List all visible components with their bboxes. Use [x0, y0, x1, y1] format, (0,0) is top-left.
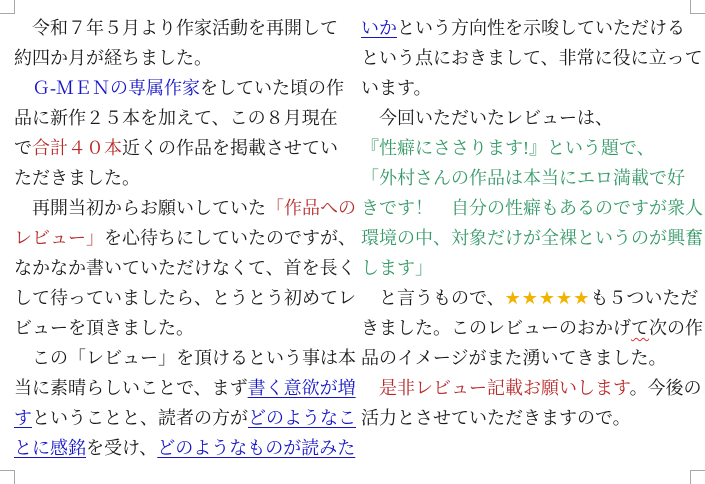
text-boundary-mark-top-right — [690, 0, 705, 14]
text-segment: をしていた頃の作 — [200, 78, 344, 98]
text-line[interactable] — [14, 373, 356, 403]
text-line[interactable] — [361, 43, 703, 73]
text-line[interactable] — [361, 283, 699, 313]
text-line[interactable] — [361, 223, 703, 253]
text-segment: 次の作 — [649, 318, 703, 338]
text-line[interactable] — [361, 163, 692, 193]
spellcheck-flagged-text: て — [631, 318, 649, 338]
text-line[interactable] — [361, 73, 692, 103]
text-segment: Ｇ-ＭＥＮの専属作家 — [32, 78, 200, 98]
text-line[interactable] — [14, 223, 356, 253]
underlined-phrase: どのようなものが読みた — [157, 438, 356, 458]
text-segment: 。今後の — [629, 378, 702, 398]
underlined-phrase: いか — [361, 18, 397, 38]
text-segment: という点におきまして、非常に役に立って — [361, 48, 703, 68]
text-line[interactable] — [14, 133, 345, 163]
underlined-phrase: す — [14, 408, 32, 428]
text-segment: 「作品への — [266, 198, 356, 218]
text-boundary-mark-bottom-right — [690, 470, 705, 484]
text-line[interactable] — [361, 133, 692, 163]
text-segment: 合計４０本 — [32, 138, 122, 158]
text-segment: レビュー」 — [14, 228, 104, 248]
text-line[interactable] — [14, 343, 356, 373]
text-segment: ということと、読者の方が — [32, 408, 248, 428]
text-segment: と言うもので、 — [361, 288, 505, 308]
text-segment: この「レビュー」を頂けるという事は本 — [14, 348, 356, 368]
text-segment: 当に素晴らしいことで、まず — [14, 378, 248, 398]
text-segment: 品のイメージがまた湧いてきました。 — [361, 348, 667, 368]
text-line[interactable] — [361, 403, 692, 433]
two-column-text-area[interactable] — [14, 13, 703, 471]
text-line[interactable] — [14, 43, 345, 73]
text-boundary-mark-bottom-left — [0, 470, 15, 484]
text-line[interactable] — [361, 253, 692, 283]
text-line[interactable] — [361, 103, 692, 133]
text-line[interactable] — [14, 283, 356, 313]
text-segment: を心待ちにしていたのですが、 — [104, 228, 356, 248]
text-line[interactable] — [14, 103, 345, 133]
text-segment: います。 — [361, 78, 432, 98]
underlined-phrase: 書く意欲が増 — [247, 378, 356, 398]
text-segment: ただきました。 — [14, 168, 140, 188]
text-line[interactable] — [14, 163, 345, 193]
text-line[interactable] — [361, 13, 692, 43]
text-segment: ビューを頂きました。 — [14, 318, 194, 338]
text-segment: して待っていましたら、とうとう初めてレ — [14, 288, 356, 308]
text-line[interactable] — [361, 193, 703, 223]
underlined-phrase: とに感銘 — [14, 438, 86, 458]
text-line[interactable] — [14, 253, 356, 283]
text-segment: 是非レビュー記載お願いします — [379, 378, 630, 398]
text-segment — [14, 78, 32, 98]
text-segment: 今回いただいたレビューは、 — [361, 108, 613, 128]
text-segment: という方向性を示唆していただける — [397, 18, 685, 38]
text-segment: なかなか書いていただけなくて、首を長く — [14, 258, 356, 278]
text-line[interactable] — [361, 373, 702, 403]
text-segment: 令和７年５月より作家活動を再開して — [14, 18, 338, 38]
text-segment: で — [14, 138, 32, 158]
text-line[interactable] — [14, 433, 356, 463]
text-line[interactable] — [14, 403, 356, 433]
text-line[interactable] — [14, 313, 345, 343]
text-segment: きです！ 自分の性癖もあるのですが衆人 — [361, 198, 703, 218]
underlined-phrase: どのようなこ — [248, 408, 356, 428]
five-star-rating: ★★★★★ — [504, 288, 591, 308]
text-column-right[interactable] — [361, 13, 703, 471]
text-segment: します」 — [361, 258, 433, 278]
text-boundary-mark-top-left — [0, 0, 15, 14]
text-segment: 活力とさせていただきますので。 — [361, 408, 631, 428]
text-line[interactable] — [14, 73, 345, 103]
text-segment: も５ついただ — [590, 288, 699, 308]
text-segment: きました。このレビューのおかげ — [361, 318, 631, 338]
text-line[interactable] — [14, 193, 356, 223]
text-segment — [361, 378, 379, 398]
text-segment: 再開当初からお願いしていた — [14, 198, 266, 218]
text-segment: 約四か月が経ちました。 — [14, 48, 212, 68]
text-segment: 環境の中、対象だけが全裸というのが興奮 — [361, 228, 703, 248]
text-line[interactable] — [361, 343, 692, 373]
text-segment: 近くの作品を掲載させてい — [122, 138, 338, 158]
text-segment: を受け、 — [86, 438, 158, 458]
text-segment: 品に新作２５本を加えて、この８月現在 — [14, 108, 338, 128]
text-segment: 『性癖にささります!』という題で、 — [361, 138, 655, 158]
text-line[interactable] — [14, 13, 345, 43]
text-segment: 「外村さんの作品は本当にエロ満載で好 — [361, 168, 685, 188]
text-column-left[interactable] — [14, 13, 356, 471]
text-line[interactable] — [361, 313, 703, 343]
